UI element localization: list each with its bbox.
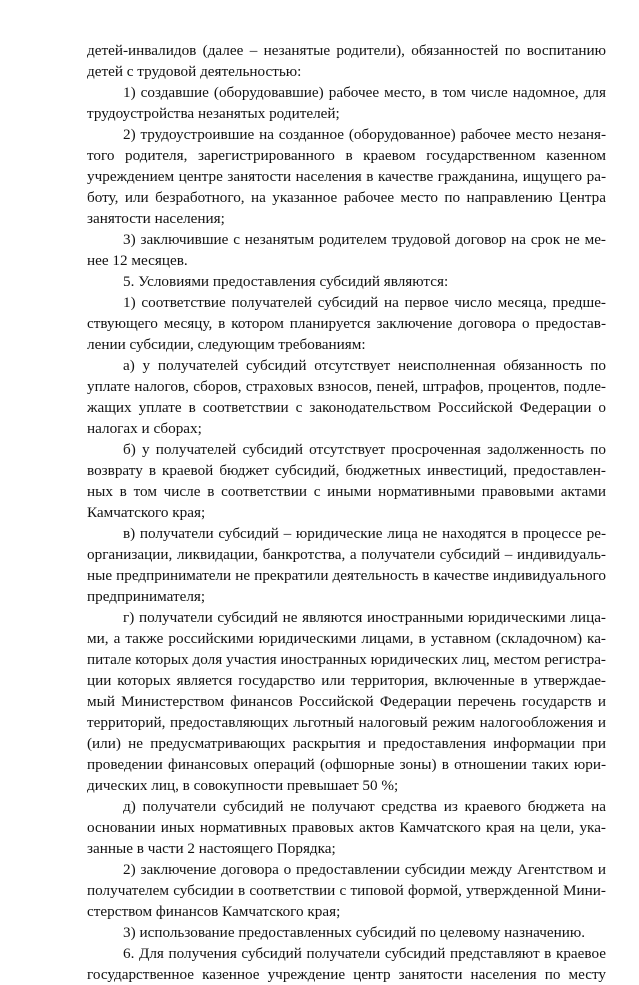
text-line: проведении финансовых операций (офшорные зоны) в отношении таких юри-	[87, 756, 606, 773]
text-line: учреждением центре занятости населения в качестве гражданина, ищущего ра-	[87, 168, 606, 185]
text-line: лении субсидии, следующим требованиям:	[87, 336, 366, 353]
text-line: 2) трудоустроившие на созданное (оборудованное) рабочее место незаня-	[123, 126, 606, 143]
text-line: жащих уплате в соответствии с законодательством Российской Федерации о	[87, 399, 606, 416]
text-line: д) получатели субсидий не получают средства из краевого бюджета на	[123, 798, 606, 815]
text-line: предпринимателя;	[87, 588, 206, 605]
text-line: занные в части 2 настоящего Порядка;	[87, 840, 336, 857]
text-line: г) получатели субсидий не являются иностранными юридическими лица-	[123, 609, 606, 626]
text-line: ных в том числе в соответствии с иными нормативными правовыми актами	[87, 483, 606, 500]
text-line: ции которых является государство или территория, включенные в утверждае-	[87, 672, 606, 689]
text-line: 1) создавшие (оборудовавшие) рабочее место, в том числе надомное, для	[123, 84, 606, 101]
text-line: стерством финансов Камчатского края;	[87, 903, 341, 920]
text-line: 3) использование предоставленных субсидий по целевому назначению.	[123, 924, 586, 941]
text-line: питале которых доля участия иностранных юридических лиц, местом регистра-	[87, 651, 606, 668]
text-line: ствующего месяцу, в котором планируется заключение договора о предостав-	[87, 315, 606, 332]
text-line: мый Министерством финансов Российской Федерации перечень государств и	[87, 693, 606, 710]
text-line: детей-инвалидов (далее – незанятые родители), обязанностей по воспитанию	[87, 42, 606, 59]
text-line: уплате налогов, сборов, страховых взносов, пеней, штрафов, процентов, подле-	[87, 378, 606, 395]
text-line: а) у получателей субсидий отсутствует неисполненная обязанность по	[123, 357, 606, 374]
text-line: ные предприниматели не прекратили деятельность в качестве индивидуального	[87, 567, 606, 584]
text-line: организации, ликвидации, банкротства, а получатели субсидий – индивидуаль-	[87, 546, 606, 563]
text-line: занятости населения;	[87, 210, 225, 227]
text-line: в) получатели субсидий – юридические лица не находятся в процессе ре-	[123, 525, 606, 542]
text-line: 5. Условиями предоставления субсидий являются:	[123, 273, 449, 290]
text-line: трудоустройства незанятых родителей;	[87, 105, 340, 122]
document-body	[87, 40, 606, 985]
text-line: (или) не предусматривающих раскрытия и предоставления информации при	[87, 735, 606, 752]
text-line: ми, а также российскими юридическими лицами, в уставном (складочном) ка-	[87, 630, 606, 647]
text-line: нее 12 месяцев.	[87, 252, 188, 269]
text-line: 2) заключение договора о предоставлении субсидии между Агентством и	[123, 861, 606, 878]
text-line: налогах и сборах;	[87, 420, 202, 437]
text-line: б) у получателей субсидий отсутствует просроченная задолженность по	[123, 441, 606, 458]
text-line: основании иных нормативных правовых актов Камчатского края на цели, ука-	[87, 819, 606, 836]
text-line: получателем субсидии в соответствии с типовой формой, утвержденной Мини-	[87, 882, 606, 899]
text-line: государственное казенное учреждение центр занятости населения по месту	[87, 966, 606, 983]
text-line: 3) заключившие с незанятым родителем трудовой договор на срок не ме-	[123, 231, 606, 248]
text-line: боту, или безработного, на указанное рабочее место по направлению Центра	[87, 189, 606, 206]
text-line: того родителя, зарегистрированного в краевом государственном казенном	[87, 147, 606, 164]
text-line: Камчатского края;	[87, 504, 206, 521]
text-line: 1) соответствие получателей субсидий на первое число месяца, предше-	[123, 294, 606, 311]
text-line: территорий, предоставляющих льготный налоговый режим налогообложения и	[87, 714, 606, 731]
text-line: возврату в краевой бюджет субсидий, бюджетных инвестиций, предоставлен-	[87, 462, 606, 479]
text-line: дических лиц, в совокупности превышает 50 %;	[87, 777, 399, 794]
text-line: 6. Для получения субсидий получатели субсидий представляют в краевое	[123, 945, 606, 962]
text-line: детей с трудовой деятельностью:	[87, 63, 302, 80]
